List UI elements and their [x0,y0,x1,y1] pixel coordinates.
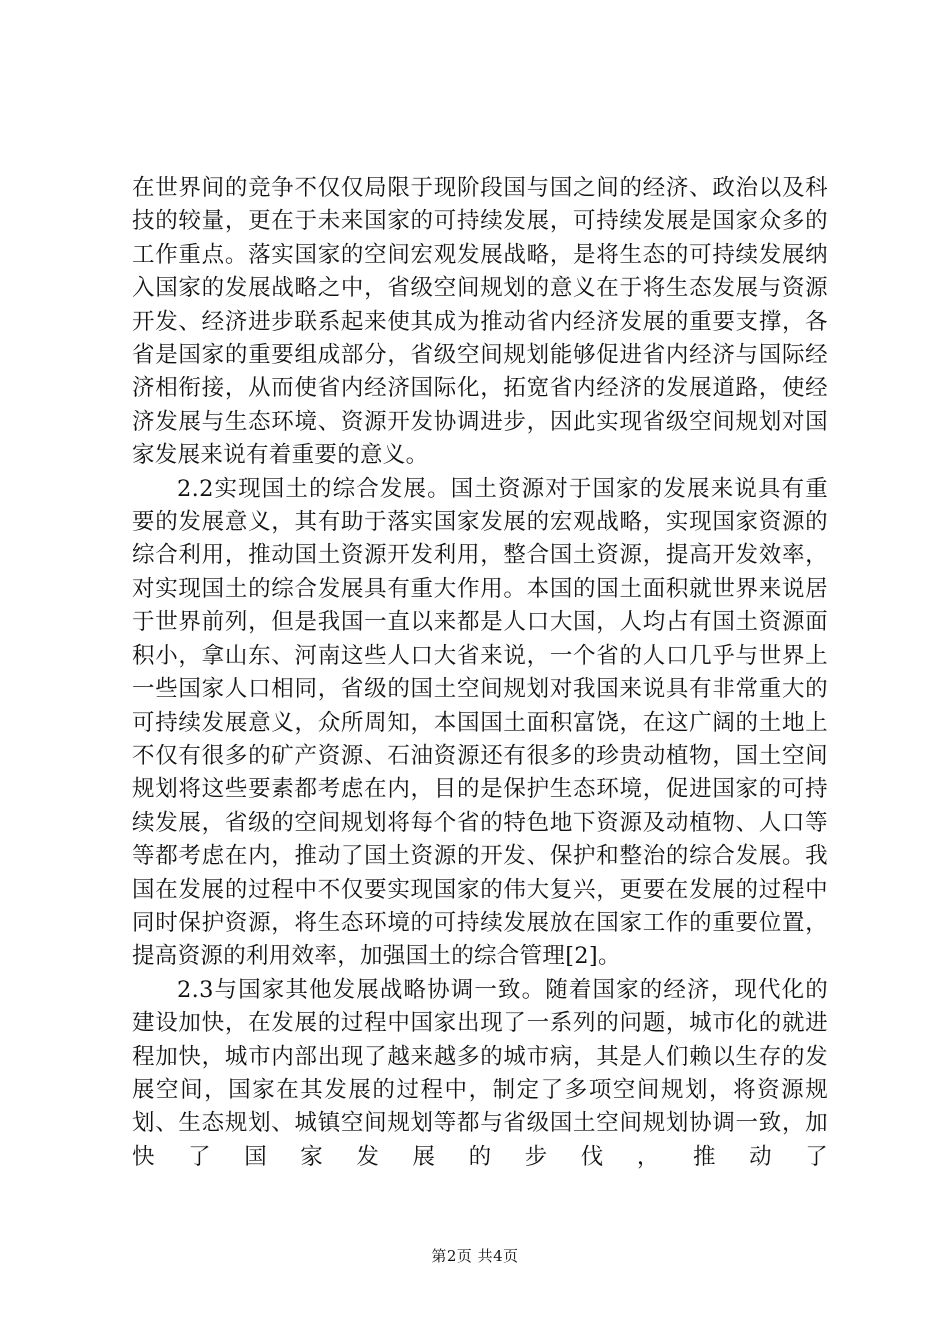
document-body [132,172,828,1174]
paragraph-3: 2.3与国家其他发展战略协调一致。随着国家的经济，现代化的建设加快，在发展的过程中国家出现了一系列的问题，城市化的就进程加快，城市内部出现了越来越多的城市病，其是人们赖以生存的发展空间，国家在其发展的过程中，制定了多项空间规划，将资源规划、生态规划、城镇空间规划等都与省级国土空间规划协调一致，加快了国家发展的步伐，推动了 [132,976,828,1170]
page-number-footer: 第2页 共4页 [431,1247,519,1265]
paragraph-1: 在世界间的竞争不仅仅局限于现阶段国与国之间的经济、政治以及科技的较量，更在于未来国家的可持续发展，可持续发展是国家众多的工作重点。落实国家的空间宏观发展战略，是将生态的可持续发展纳入国家的发展战略之中，省级空间规划的意义在于将生态发展与资源开发、经济进步联系起来使其成为推动省内经济发展的重要支撑，各省是国家的重要组成部分，省级空间规划能够促进省内经济与国际经济相衔接，从而使省内经济国际化，拓宽省内经济的发展道路，使经济发展与生态环境、资源开发协调进步，因此实现省级空间规划对国家发展来说有着重要的意义。 [132,175,828,469]
paragraph-2: 2.2实现国土的综合发展。国土资源对于国家的发展来说具有重要的发展意义，其有助于落实国家发展的宏观战略，实现国家资源的综合利用，推动国土资源开发利用，整合国土资源，提高开发效率，对实现国土的综合发展具有重大作用。本国的国土面积就世界来说居于世界前列，但是我国一直以来都是人口大国，人均占有国土资源面积小，拿山东、河南这些人口大省来说，一个省的人口几乎与世界上一些国家人口相同，省级的国土空间规划对我国来说具有非常重大的可持续发展意义，众所周知，本国国土面积富饶，在这广阔的土地上不仅有很多的矿产资源、石油资源还有很多的珍贵动植物，国土空间规划将这些要素都考虑在内，目的是保护生态环境，促进国家的可持续发展，省级的空间规划将每个省的特色地下资源及动植物、人口等等都考虑在内，推动了国土资源的开发、保护和整治的综合发展。我国在发展的过程中不仅要实现国家的伟大复兴，更要在发展的过程中同时保护资源，将生态环境的可持续发展放在国家工作的重要位置，提高资源的利用效率，加强国土的综合管理[2]。 [132,475,828,970]
